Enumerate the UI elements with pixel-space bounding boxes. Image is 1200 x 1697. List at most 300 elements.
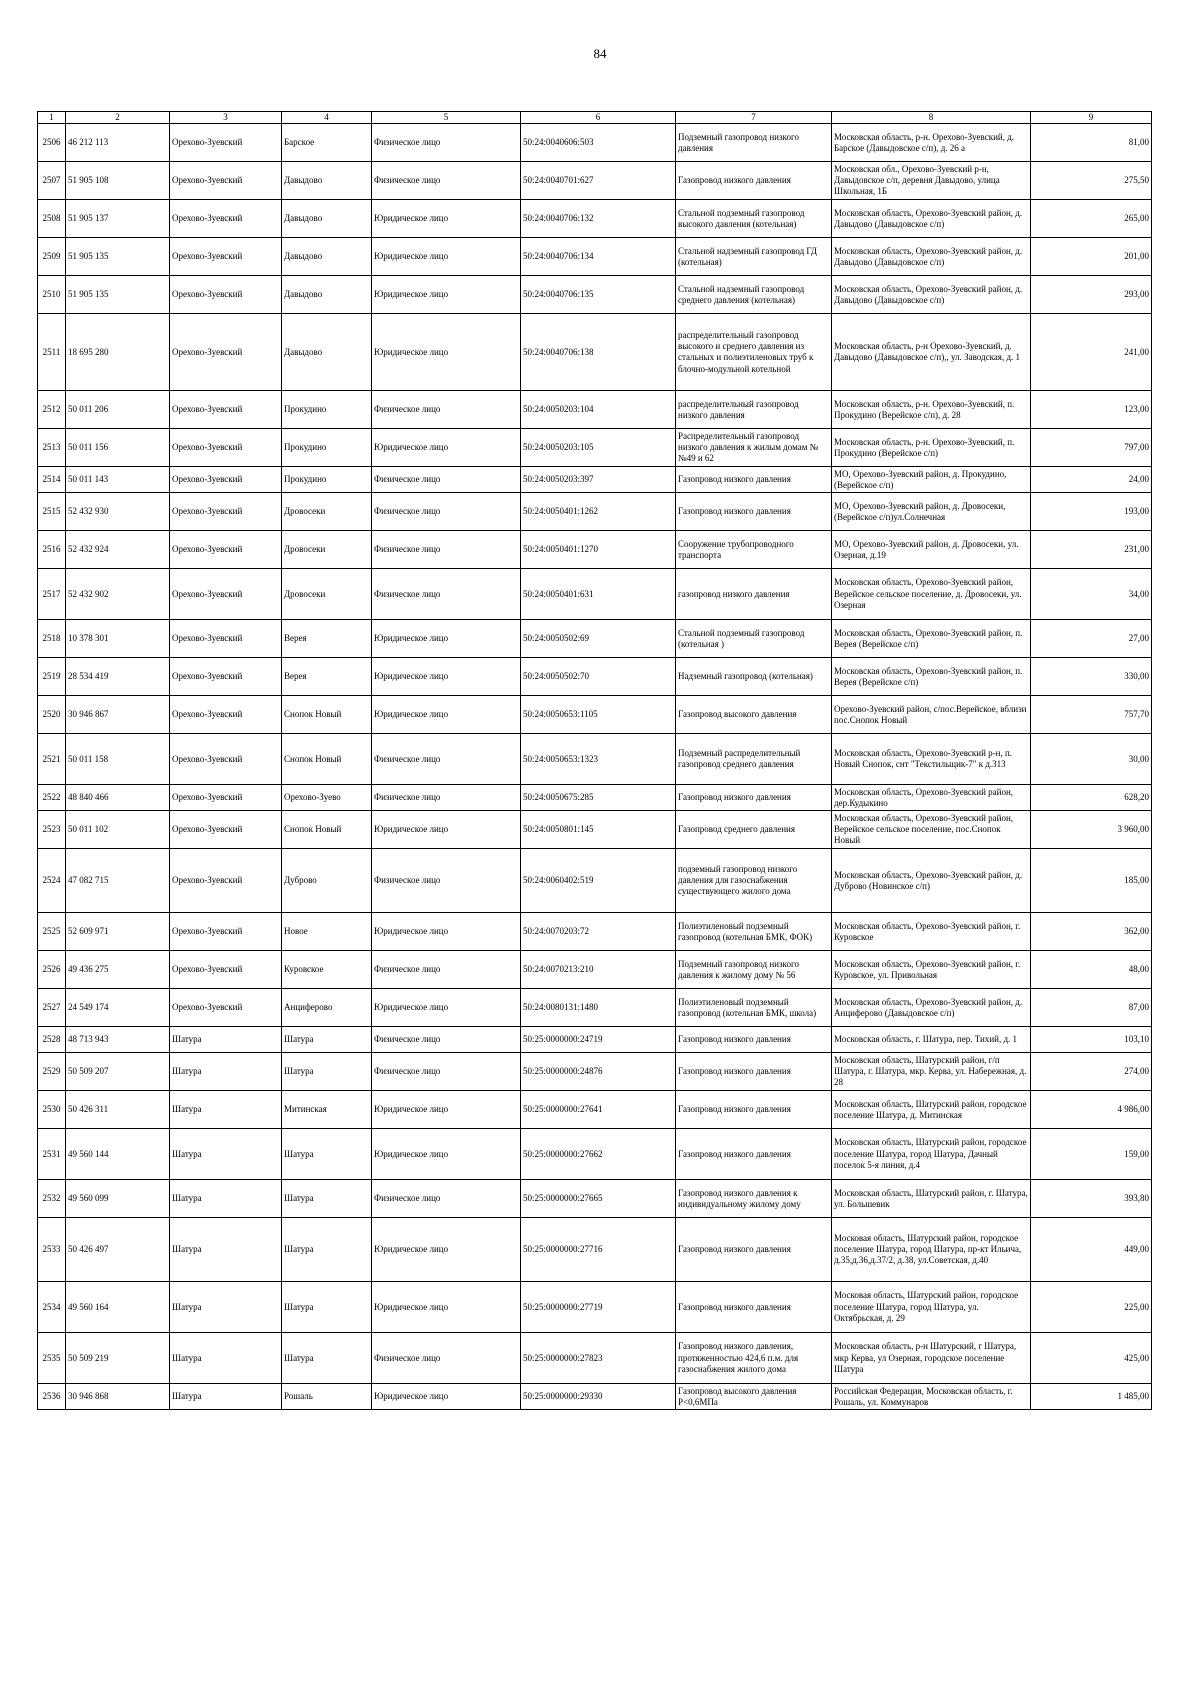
address-cell: МО, Орехово-Зуевский район, д. Дровосеки, (Верейское с/п)ул.Солнечная: [832, 493, 1031, 531]
address-cell: МО, Орехово-Зуевский район, д. Прокудино, (Верейское с/п): [832, 467, 1031, 493]
object-name-cell: Газопровод низкого давления к индивидуальному жилому дому: [676, 1180, 832, 1218]
cadastral-number-cell: 50:24:0050401:1270: [521, 531, 676, 569]
address-cell: Московская обл., Орехово-Зуевский р-н, Давыдовское с/п, деревня Давыдово, улица Школьная, 1Б: [832, 162, 1031, 200]
length-cell: 185,00: [1031, 849, 1152, 913]
address-cell: Московская область, Орехово-Зуевский район, д. Давыдово (Давыдовское с/п): [832, 200, 1031, 238]
code-cell: 50 011 143: [66, 467, 170, 493]
length-cell: 27,00: [1031, 620, 1152, 658]
district-cell: Орехово-Зуевский: [170, 849, 282, 913]
table-row: [38, 1384, 1152, 1410]
object-name-cell: Газопровод высокого давления Р<0,6МПа: [676, 1384, 832, 1410]
table-body: [38, 112, 1152, 1410]
district-cell: Орехово-Зуевский: [170, 238, 282, 276]
table-row: [38, 314, 1152, 391]
row-number: 2533: [38, 1218, 66, 1282]
table-row: [38, 1091, 1152, 1129]
locality-cell: Давыдово: [282, 162, 372, 200]
cadastral-number-cell: 50:24:0040606:503: [521, 124, 676, 162]
length-cell: 449,00: [1031, 1218, 1152, 1282]
locality-cell: Орехово-Зуево: [282, 785, 372, 811]
cadastral-number-cell: 50:24:0050801:145: [521, 811, 676, 849]
address-cell: Московская область, Орехово-Зуевский район, дер.Кудыкино: [832, 785, 1031, 811]
column-header: 7: [676, 112, 832, 124]
locality-cell: Прокудино: [282, 391, 372, 429]
code-cell: 49 560 144: [66, 1129, 170, 1180]
row-number: 2535: [38, 1333, 66, 1384]
code-cell: 50 011 206: [66, 391, 170, 429]
row-number: 2536: [38, 1384, 66, 1410]
locality-cell: Давыдово: [282, 314, 372, 391]
owner-type-cell: Юридическое лицо: [372, 1384, 521, 1410]
cadastral-number-cell: 50:24:0040706:134: [521, 238, 676, 276]
table-row: [38, 1282, 1152, 1333]
owner-type-cell: Физическое лицо: [372, 162, 521, 200]
address-cell: Московая область, Шатурский район, городское поселение Шатура, город Шатура, ул. Октябрьская, д. 29: [832, 1282, 1031, 1333]
length-cell: 293,00: [1031, 276, 1152, 314]
row-number: 2520: [38, 696, 66, 734]
cadastral-number-cell: 50:25:0000000:27719: [521, 1282, 676, 1333]
district-cell: Орехово-Зуевский: [170, 391, 282, 429]
object-name-cell: Газопровод низкого давления: [676, 1282, 832, 1333]
owner-type-cell: Юридическое лицо: [372, 238, 521, 276]
object-name-cell: Газопровод высокого давления: [676, 696, 832, 734]
table-row: [38, 951, 1152, 989]
locality-cell: Рошаль: [282, 1384, 372, 1410]
district-cell: Орехово-Зуевский: [170, 493, 282, 531]
table-row: [38, 467, 1152, 493]
address-cell: Московская область, Орехово-Зуевский р-н, п. Новый Снопок, снт "Текстильщик-7" к д.313: [832, 734, 1031, 785]
owner-type-cell: Юридическое лицо: [372, 989, 521, 1027]
row-number: 2523: [38, 811, 66, 849]
row-number: 2506: [38, 124, 66, 162]
cadastral-number-cell: 50:24:0060402:519: [521, 849, 676, 913]
table-row: [38, 531, 1152, 569]
owner-type-cell: Юридическое лицо: [372, 620, 521, 658]
cadastral-number-cell: 50:24:0050203:397: [521, 467, 676, 493]
object-name-cell: Газопровод низкого давления: [676, 1129, 832, 1180]
code-cell: 30 946 867: [66, 696, 170, 734]
address-cell: Московская область, Шатурский район, городское поселение Шатура, д. Митинская: [832, 1091, 1031, 1129]
table-row: [38, 696, 1152, 734]
address-cell: Московская область, Орехово-Зуевский район, г. Куровское: [832, 913, 1031, 951]
district-cell: Орехово-Зуевский: [170, 531, 282, 569]
object-name-cell: Полиэтиленовый подземный газопровод (котельная БМК, ФОК): [676, 913, 832, 951]
cadastral-number-cell: 50:24:0040706:132: [521, 200, 676, 238]
owner-type-cell: Юридическое лицо: [372, 658, 521, 696]
owner-type-cell: Физическое лицо: [372, 531, 521, 569]
address-cell: Московская область, г. Шатура, пер. Тихий, д. 1: [832, 1027, 1031, 1053]
address-cell: МО, Орехово-Зуевский район, д. Дровосеки, ул. Озерная, д.19: [832, 531, 1031, 569]
address-cell: Московская область, Орехово-Зуевский район, д. Давыдово (Давыдовское с/п): [832, 276, 1031, 314]
owner-type-cell: Физическое лицо: [372, 467, 521, 493]
cadastral-number-cell: 50:24:0050203:105: [521, 429, 676, 467]
owner-type-cell: Физическое лицо: [372, 951, 521, 989]
table-row: [38, 162, 1152, 200]
row-number: 2528: [38, 1027, 66, 1053]
district-cell: Шатура: [170, 1180, 282, 1218]
address-cell: Московская область, р-н. Орехово-Зуевский, п. Прокудино (Верейское с/п), д. 28: [832, 391, 1031, 429]
object-name-cell: подземный газопровод низкого давления для газоснабжения существующего жилого дома: [676, 849, 832, 913]
object-name-cell: Газопровод низкого давления: [676, 1091, 832, 1129]
district-cell: Орехово-Зуевский: [170, 989, 282, 1027]
owner-type-cell: Юридическое лицо: [372, 1129, 521, 1180]
address-cell: Московская область, р-н. Орехово-Зуевский, д. Барское (Давыдовское с/п), д. 26 а: [832, 124, 1031, 162]
length-cell: 24,00: [1031, 467, 1152, 493]
column-header: 4: [282, 112, 372, 124]
cadastral-number-cell: 50:24:0070213:210: [521, 951, 676, 989]
address-cell: Московская область, Орехово-Зуевский район, д. Дуброво (Новинское с/п): [832, 849, 1031, 913]
cadastral-number-cell: 50:24:0050401:1262: [521, 493, 676, 531]
cadastral-number-cell: 50:25:0000000:29330: [521, 1384, 676, 1410]
cadastral-number-cell: 50:25:0000000:27665: [521, 1180, 676, 1218]
code-cell: 48 840 466: [66, 785, 170, 811]
owner-type-cell: Юридическое лицо: [372, 913, 521, 951]
locality-cell: Дуброво: [282, 849, 372, 913]
district-cell: Орехово-Зуевский: [170, 200, 282, 238]
object-name-cell: Газопровод низкого давления: [676, 493, 832, 531]
address-cell: Московская область, Шатурский район, городское поселение Шатура, город Шатура, Дачный поселок 5-я линия, д.4: [832, 1129, 1031, 1180]
length-cell: 274,00: [1031, 1053, 1152, 1091]
object-name-cell: Газопровод низкого давления: [676, 1218, 832, 1282]
address-cell: Московская область, р-н Орехово-Зуевский, д. Давыдово (Давыдовское с/п),, ул. Заводская, д. 1: [832, 314, 1031, 391]
object-name-cell: Подземный распределительный газопровод среднего давления: [676, 734, 832, 785]
object-name-cell: Газопровод низкого давления: [676, 162, 832, 200]
table-row: [38, 1218, 1152, 1282]
owner-type-cell: Физическое лицо: [372, 849, 521, 913]
locality-cell: Снопок Новый: [282, 734, 372, 785]
locality-cell: Прокудино: [282, 429, 372, 467]
table-row: [38, 429, 1152, 467]
address-cell: Московская область, Орехово-Зуевский район, п. Верея (Верейское с/п): [832, 658, 1031, 696]
object-name-cell: распределительный газопровод высокого и среднего давления из стальных и полиэтиленовых труб к блочно-модульной котельной: [676, 314, 832, 391]
object-name-cell: Подземный газопровод низкого давления к жилому дому № 56: [676, 951, 832, 989]
code-cell: 50 509 219: [66, 1333, 170, 1384]
code-cell: 24 549 174: [66, 989, 170, 1027]
length-cell: 87,00: [1031, 989, 1152, 1027]
code-cell: 52 609 971: [66, 913, 170, 951]
table-row: [38, 849, 1152, 913]
object-name-cell: Газопровод низкого давления, протяженностью 424,6 п.м. для газоснабжения жилого дома: [676, 1333, 832, 1384]
owner-type-cell: Юридическое лицо: [372, 811, 521, 849]
address-cell: Московская область, Орехово-Зуевский район, Верейское сельское поселение, пос.Снопок Новый: [832, 811, 1031, 849]
district-cell: Орехово-Зуевский: [170, 811, 282, 849]
cadastral-number-cell: 50:25:0000000:27662: [521, 1129, 676, 1180]
owner-type-cell: Физическое лицо: [372, 391, 521, 429]
object-name-cell: Газопровод низкого давления: [676, 785, 832, 811]
row-number: 2527: [38, 989, 66, 1027]
code-cell: 52 432 902: [66, 569, 170, 620]
code-cell: 49 560 164: [66, 1282, 170, 1333]
row-number: 2514: [38, 467, 66, 493]
row-number: 2532: [38, 1180, 66, 1218]
cadastral-number-cell: 50:24:0070203:72: [521, 913, 676, 951]
owner-type-cell: Юридическое лицо: [372, 1091, 521, 1129]
table-row: [38, 200, 1152, 238]
locality-cell: Давыдово: [282, 200, 372, 238]
length-cell: 231,00: [1031, 531, 1152, 569]
column-header: 1: [38, 112, 66, 124]
object-name-cell: Стальной подземный газопровод высокого давления (котельная): [676, 200, 832, 238]
owner-type-cell: Физическое лицо: [372, 734, 521, 785]
cadastral-number-cell: 50:24:0050502:70: [521, 658, 676, 696]
page-number: 84: [593, 46, 607, 61]
table-row: [38, 238, 1152, 276]
district-cell: Орехово-Зуевский: [170, 734, 282, 785]
address-cell: Московская область, Шатурский район, г/п Шатура, г. Шатура, мкр. Керва, ул. Набережная, д. 28: [832, 1053, 1031, 1091]
locality-cell: Дровосеки: [282, 531, 372, 569]
locality-cell: Снопок Новый: [282, 811, 372, 849]
locality-cell: Дровосеки: [282, 569, 372, 620]
object-name-cell: Подземный газопровод низкого давления: [676, 124, 832, 162]
code-cell: 51 905 137: [66, 200, 170, 238]
district-cell: Орехово-Зуевский: [170, 124, 282, 162]
cadastral-number-cell: 50:24:0050401:631: [521, 569, 676, 620]
cadastral-number-cell: 50:24:0050653:1323: [521, 734, 676, 785]
length-cell: 4 986,00: [1031, 1091, 1152, 1129]
cadastral-number-cell: 50:24:0050653:1105: [521, 696, 676, 734]
cadastral-number-cell: 50:24:0050203:104: [521, 391, 676, 429]
cadastral-number-cell: 50:24:0040706:138: [521, 314, 676, 391]
object-name-cell: Надземный газопровод (котельная): [676, 658, 832, 696]
header-row: [38, 112, 1152, 124]
address-cell: Московская область, Шатурский район, г. Шатура, ул. Большевик: [832, 1180, 1031, 1218]
row-number: 2509: [38, 238, 66, 276]
district-cell: Орехово-Зуевский: [170, 314, 282, 391]
address-cell: Российская Федерация, Московская область, г. Рошаль, ул. Коммунаров: [832, 1384, 1031, 1410]
length-cell: 34,00: [1031, 569, 1152, 620]
cadastral-number-cell: 50:25:0000000:27823: [521, 1333, 676, 1384]
code-cell: 46 212 113: [66, 124, 170, 162]
length-cell: 3 960,00: [1031, 811, 1152, 849]
district-cell: Орехово-Зуевский: [170, 467, 282, 493]
registry-table: [37, 111, 1152, 1410]
district-cell: Шатура: [170, 1282, 282, 1333]
code-cell: 50 509 207: [66, 1053, 170, 1091]
locality-cell: Шатура: [282, 1282, 372, 1333]
cadastral-number-cell: 50:24:0050675:285: [521, 785, 676, 811]
object-name-cell: Стальной подземный газопровод (котельная ): [676, 620, 832, 658]
address-cell: Московская область, Орехово-Зуевский район, п. Верея (Верейское с/п): [832, 620, 1031, 658]
length-cell: 241,00: [1031, 314, 1152, 391]
length-cell: 425,00: [1031, 1333, 1152, 1384]
row-number: 2511: [38, 314, 66, 391]
object-name-cell: распределительный газопровод низкого давления: [676, 391, 832, 429]
locality-cell: Шатура: [282, 1180, 372, 1218]
locality-cell: Шатура: [282, 1027, 372, 1053]
district-cell: Шатура: [170, 1218, 282, 1282]
district-cell: Шатура: [170, 1091, 282, 1129]
object-name-cell: Газопровод среднего давления: [676, 811, 832, 849]
row-number: 2526: [38, 951, 66, 989]
code-cell: 50 011 156: [66, 429, 170, 467]
table-row: [38, 658, 1152, 696]
owner-type-cell: Юридическое лицо: [372, 1218, 521, 1282]
row-number: 2522: [38, 785, 66, 811]
cadastral-number-cell: 50:25:0000000:27716: [521, 1218, 676, 1282]
owner-type-cell: Юридическое лицо: [372, 314, 521, 391]
locality-cell: Анциферово: [282, 989, 372, 1027]
cadastral-number-cell: 50:25:0000000:24876: [521, 1053, 676, 1091]
row-number: 2534: [38, 1282, 66, 1333]
table-row: [38, 391, 1152, 429]
locality-cell: Шатура: [282, 1053, 372, 1091]
owner-type-cell: Физическое лицо: [372, 785, 521, 811]
table-row: [38, 734, 1152, 785]
row-number: 2525: [38, 913, 66, 951]
owner-type-cell: Физическое лицо: [372, 1027, 521, 1053]
row-number: 2524: [38, 849, 66, 913]
length-cell: 797,00: [1031, 429, 1152, 467]
locality-cell: Верея: [282, 620, 372, 658]
length-cell: 48,00: [1031, 951, 1152, 989]
district-cell: Орехово-Зуевский: [170, 913, 282, 951]
table-row: [38, 493, 1152, 531]
code-cell: 52 432 930: [66, 493, 170, 531]
locality-cell: Дровосеки: [282, 493, 372, 531]
cadastral-number-cell: 50:24:0040706:135: [521, 276, 676, 314]
locality-cell: Шатура: [282, 1333, 372, 1384]
cadastral-number-cell: 50:24:0050502:69: [521, 620, 676, 658]
locality-cell: Барское: [282, 124, 372, 162]
code-cell: 50 426 497: [66, 1218, 170, 1282]
object-name-cell: Полиэтиленовый подземный газопровод (котельная БМК, школа): [676, 989, 832, 1027]
row-number: 2517: [38, 569, 66, 620]
owner-type-cell: Физическое лицо: [372, 1053, 521, 1091]
row-number: 2519: [38, 658, 66, 696]
address-cell: Московая область, Шатурский район, городское поселение Шатура, город Шатура, пр-кт Ильича, д.35,д.36,д.37/2, д.38, ул.Советская, д.40: [832, 1218, 1031, 1282]
code-cell: 50 426 311: [66, 1091, 170, 1129]
row-number: 2516: [38, 531, 66, 569]
address-cell: Московская область, р-н Шатурский, г Шатура, мкр Керва, ул Озерная, городское поселение Шатура: [832, 1333, 1031, 1384]
district-cell: Орехово-Зуевский: [170, 276, 282, 314]
row-number: 2530: [38, 1091, 66, 1129]
table-row: [38, 811, 1152, 849]
row-number: 2518: [38, 620, 66, 658]
length-cell: 81,00: [1031, 124, 1152, 162]
district-cell: Орехово-Зуевский: [170, 951, 282, 989]
district-cell: Орехово-Зуевский: [170, 696, 282, 734]
object-name-cell: Газопровод низкого давления: [676, 1053, 832, 1091]
code-cell: 51 905 135: [66, 276, 170, 314]
owner-type-cell: Юридическое лицо: [372, 276, 521, 314]
code-cell: 10 378 301: [66, 620, 170, 658]
column-header: 3: [170, 112, 282, 124]
code-cell: 49 436 275: [66, 951, 170, 989]
locality-cell: Митинская: [282, 1091, 372, 1129]
table-row: [38, 913, 1152, 951]
table-row: [38, 1027, 1152, 1053]
length-cell: 1 485,00: [1031, 1384, 1152, 1410]
locality-cell: Шатура: [282, 1129, 372, 1180]
table-row: [38, 1333, 1152, 1384]
code-cell: 52 432 924: [66, 531, 170, 569]
owner-type-cell: Юридическое лицо: [372, 200, 521, 238]
owner-type-cell: Физическое лицо: [372, 569, 521, 620]
length-cell: 393,80: [1031, 1180, 1152, 1218]
table-row: [38, 276, 1152, 314]
code-cell: 48 713 943: [66, 1027, 170, 1053]
cadastral-number-cell: 50:24:0080131:1480: [521, 989, 676, 1027]
table-row: [38, 1129, 1152, 1180]
column-header: 6: [521, 112, 676, 124]
column-header: 8: [832, 112, 1031, 124]
district-cell: Орехово-Зуевский: [170, 162, 282, 200]
cadastral-number-cell: 50:24:0040701:627: [521, 162, 676, 200]
column-header: 9: [1031, 112, 1152, 124]
locality-cell: Снопок Новый: [282, 696, 372, 734]
code-cell: 18 695 280: [66, 314, 170, 391]
code-cell: 28 534 419: [66, 658, 170, 696]
owner-type-cell: Физическое лицо: [372, 1180, 521, 1218]
district-cell: Шатура: [170, 1333, 282, 1384]
length-cell: 330,00: [1031, 658, 1152, 696]
row-number: 2508: [38, 200, 66, 238]
address-cell: Московская область, Орехово-Зуевский район, д. Давыдово (Давыдовское с/п): [832, 238, 1031, 276]
district-cell: Орехово-Зуевский: [170, 569, 282, 620]
locality-cell: Шатура: [282, 1218, 372, 1282]
owner-type-cell: Физическое лицо: [372, 493, 521, 531]
cadastral-number-cell: 50:25:0000000:27641: [521, 1091, 676, 1129]
code-cell: 30 946 868: [66, 1384, 170, 1410]
row-number: 2531: [38, 1129, 66, 1180]
length-cell: 757,70: [1031, 696, 1152, 734]
row-number: 2521: [38, 734, 66, 785]
address-cell: Московская область, Орехово-Зуевский район, д. Анциферово (Давыдовское с/п): [832, 989, 1031, 1027]
table-row: [38, 1053, 1152, 1091]
object-name-cell: Сооружение трубопроводного транспорта: [676, 531, 832, 569]
table-row: [38, 1180, 1152, 1218]
district-cell: Шатура: [170, 1053, 282, 1091]
object-name-cell: Распределительный газопровод низкого давления к жилым домам №№49 и 62: [676, 429, 832, 467]
owner-type-cell: Физическое лицо: [372, 1333, 521, 1384]
code-cell: 51 905 135: [66, 238, 170, 276]
owner-type-cell: Юридическое лицо: [372, 696, 521, 734]
locality-cell: Новое: [282, 913, 372, 951]
locality-cell: Давыдово: [282, 276, 372, 314]
column-header: 5: [372, 112, 521, 124]
length-cell: 159,00: [1031, 1129, 1152, 1180]
length-cell: 362,00: [1031, 913, 1152, 951]
length-cell: 265,00: [1031, 200, 1152, 238]
length-cell: 103,10: [1031, 1027, 1152, 1053]
row-number: 2512: [38, 391, 66, 429]
table-row: [38, 620, 1152, 658]
length-cell: 225,00: [1031, 1282, 1152, 1333]
district-cell: Шатура: [170, 1384, 282, 1410]
owner-type-cell: Юридическое лицо: [372, 429, 521, 467]
code-cell: 47 082 715: [66, 849, 170, 913]
row-number: 2515: [38, 493, 66, 531]
district-cell: Орехово-Зуевский: [170, 658, 282, 696]
length-cell: 193,00: [1031, 493, 1152, 531]
district-cell: Шатура: [170, 1129, 282, 1180]
row-number: 2513: [38, 429, 66, 467]
address-cell: Московская область, Орехово-Зуевский район, Верейское сельское поселение, д. Дровосеки, ул. Озерная: [832, 569, 1031, 620]
address-cell: Московская область, Орехово-Зуевский район, г. Куровское, ул. Привольная: [832, 951, 1031, 989]
column-header: 2: [66, 112, 170, 124]
row-number: 2529: [38, 1053, 66, 1091]
row-number: 2507: [38, 162, 66, 200]
district-cell: Орехово-Зуевский: [170, 620, 282, 658]
code-cell: 49 560 099: [66, 1180, 170, 1218]
table-row: [38, 989, 1152, 1027]
locality-cell: Давыдово: [282, 238, 372, 276]
length-cell: 275,50: [1031, 162, 1152, 200]
cadastral-number-cell: 50:25:0000000:24719: [521, 1027, 676, 1053]
code-cell: 50 011 158: [66, 734, 170, 785]
row-number: 2510: [38, 276, 66, 314]
code-cell: 51 905 108: [66, 162, 170, 200]
